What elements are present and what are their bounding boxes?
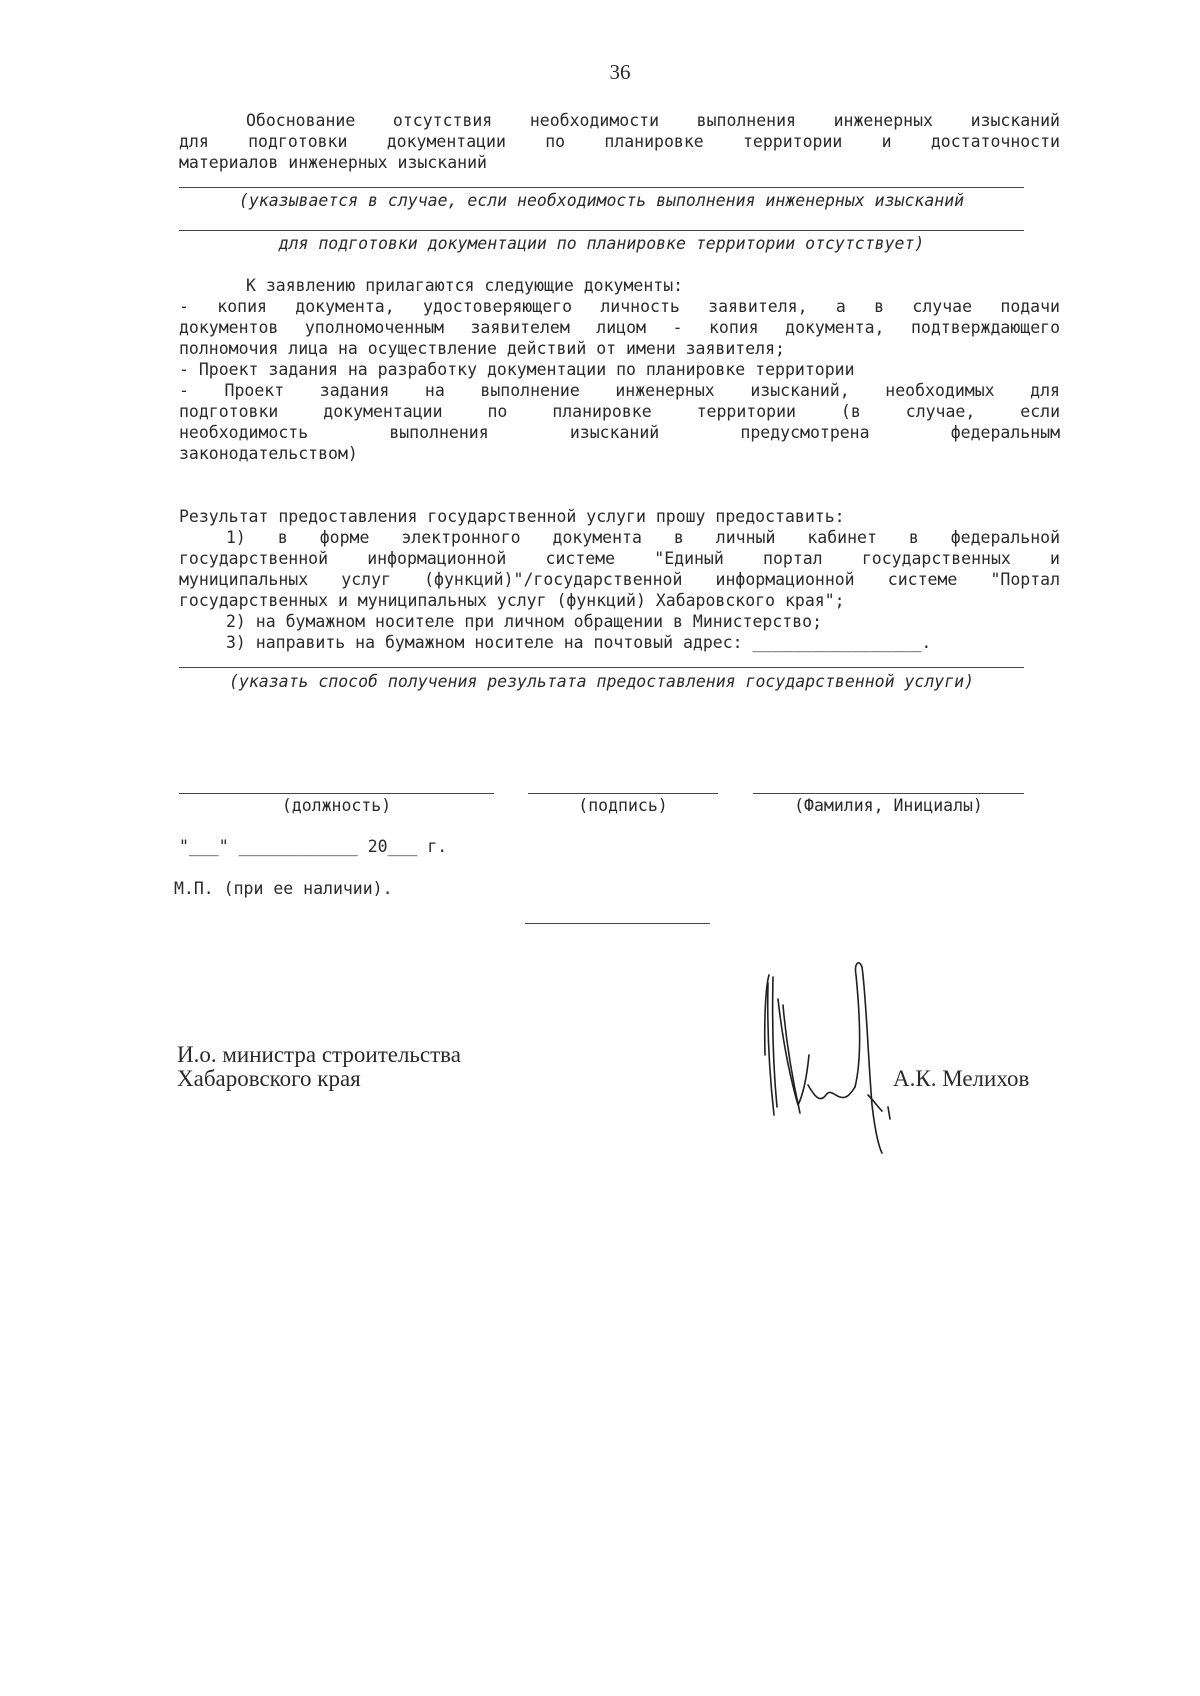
signature-label: (подпись) bbox=[578, 796, 668, 815]
result-option-1-line-2: государственной информационной системе "Единый портал государственных и bbox=[179, 549, 1060, 568]
attachment-item-1-line-3: полномочия лица на осуществление действий от имени заявителя; bbox=[179, 339, 785, 358]
justification-line-3: материалов инженерных изысканий bbox=[179, 153, 487, 172]
attachment-item-3-line-4: законодательством) bbox=[179, 444, 358, 463]
justification-fill-line-2 bbox=[179, 230, 1024, 231]
result-option-1-line-4: государственных и муниципальных услуг (функций) Хабаровского края"; bbox=[179, 591, 845, 610]
position-line bbox=[179, 793, 494, 794]
stamp-note: М.П. (при ее наличии). bbox=[174, 879, 393, 898]
signature-line bbox=[528, 793, 718, 794]
result-fill-line bbox=[179, 667, 1024, 668]
attachment-item-3-line-2: подготовки документации по планировке территории (в случае, если bbox=[179, 402, 1060, 421]
result-option-3: 3) направить на бумажном носителе на почтовый адрес: _________________. bbox=[226, 633, 932, 652]
attachment-item-1-line-2: документов уполномоченным заявителем лицом - копия документа, подтверждающего bbox=[179, 318, 1060, 337]
date-line: "___" ____________ 20___ г. bbox=[179, 837, 448, 856]
name-line bbox=[753, 793, 1024, 794]
justification-hint-2: для подготовки документации по планировке территории отсутствует) bbox=[278, 234, 925, 253]
justification-line-2: для подготовки документации по планировке территории и достаточности bbox=[179, 132, 1060, 151]
result-hint: (указать способ получения результата предоставления государственной услуги) bbox=[228, 672, 975, 691]
attachments-intro: К заявлению прилагаются следующие документы: bbox=[246, 276, 684, 295]
page-number: 36 bbox=[609, 60, 631, 84]
attachment-item-3-line-3: необходимость выполнения изысканий предусмотрена федеральным bbox=[179, 423, 1060, 442]
attachment-item-3-line-1: - Проект задания на выполнение инженерных изысканий, необходимых для bbox=[179, 381, 1060, 400]
handwritten-signature bbox=[760, 955, 900, 1160]
justification-fill-line-1 bbox=[179, 187, 1024, 188]
justification-line-1: Обоснование отсутствия необходимости выполнения инженерных изысканий bbox=[246, 111, 1060, 130]
attachment-item-1-line-1: - копия документа, удостоверяющего личность заявителя, а в случае подачи bbox=[179, 297, 1060, 316]
result-option-1-line-1: 1) в форме электронного документа в личный кабинет в федеральной bbox=[226, 528, 1060, 547]
result-intro: Результат предоставления государственной услуги прошу предоставить: bbox=[179, 507, 845, 526]
name-label: (Фамилия, Инициалы) bbox=[794, 796, 983, 815]
official-title-line-2: Хабаровского края bbox=[177, 1066, 361, 1091]
position-label: (должность) bbox=[281, 796, 392, 815]
attachment-item-2: - Проект задания на разработку документации по планировке территории bbox=[179, 360, 855, 379]
official-name: А.К. Мелихов bbox=[893, 1066, 1030, 1091]
official-title-line-1: И.о. министра строительства bbox=[177, 1042, 461, 1067]
justification-hint-1: (указывается в случае, если необходимость выполнения инженерных изысканий bbox=[238, 191, 965, 210]
result-option-1-line-3: муниципальных услуг (функций)"/государственной информационной системе "Портал bbox=[179, 570, 1060, 589]
separator-line bbox=[525, 923, 710, 924]
result-option-2: 2) на бумажном носителе при личном обращении в Министерство; bbox=[226, 612, 823, 631]
